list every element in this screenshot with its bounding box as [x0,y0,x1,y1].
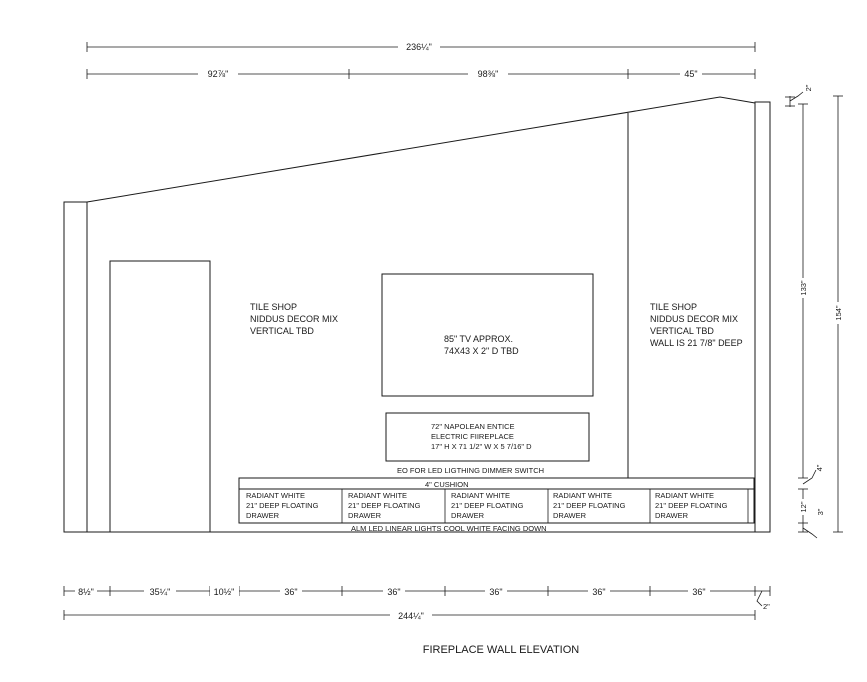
dim-top-cap: 2" [804,84,813,92]
svg-text:VERTICAL TBD: VERTICAL TBD [650,326,714,336]
dim-bottom-seg-6: 36" [489,587,503,597]
dim-bottom-seg-7: 36" [592,587,606,597]
svg-text:DRAWER: DRAWER [451,511,485,520]
fireplace-box [386,413,589,461]
svg-text:DRAWER: DRAWER [553,511,587,520]
svg-text:TILE SHOP: TILE SHOP [650,302,698,312]
dim-cushion-gap: 4" [815,464,824,472]
dim-bottom-seg-1: 8½" [78,587,94,597]
dim-bottom-seg-8: 36" [692,587,706,597]
tile-note-left [250,302,338,336]
dim-bottom-end-cap: 2" [763,602,770,611]
svg-text:72" NAPOLEAN ENTICE: 72" NAPOLEAN ENTICE [431,422,515,431]
tv-box [382,274,593,396]
dim-wall-height: 133" [799,280,808,296]
dim-bottom-seg-3: 10½" [213,587,235,597]
dim-base-gap: 3" [816,508,825,516]
svg-text:21" DEEP FLOATING: 21" DEEP FLOATING [553,501,626,510]
cushion-label: 4" CUSHION [425,480,469,489]
dim-overall-top: 236¼" [406,42,432,52]
drawing-title: FIREPLACE WALL ELEVATION [422,644,580,656]
svg-text:85" TV APPROX.: 85" TV APPROX. [444,334,514,344]
dim-seg-middle: 98⅜" [477,69,499,79]
dim-bottom-seg-4: 36" [284,587,298,597]
svg-text:WALL IS 21 7/8" DEEP: WALL IS 21 7/8" DEEP [650,338,743,348]
dim-seg-left: 92⅞" [207,69,229,79]
door [110,261,210,532]
svg-text:NIDDUS DECOR MIX: NIDDUS DECOR MIX [250,314,339,324]
dim-total-height: 154" [834,305,843,321]
right-dimensions [785,84,844,538]
svg-text:RADIANT WHITE: RADIANT WHITE [348,491,408,500]
svg-text:DRAWER: DRAWER [348,511,382,520]
svg-text:RADIANT WHITE: RADIANT WHITE [451,491,511,500]
top-dimensions [87,41,755,80]
svg-text:17" H X 71 1/2" W X 5 7/16" D: 17" H X 71 1/2" W X 5 7/16" D [431,442,532,451]
eo-note: EO FOR LED LIGTHING DIMMER SWITCH [397,466,545,475]
svg-text:21" DEEP FLOATING: 21" DEEP FLOATING [655,501,728,510]
drawer-unit [239,478,754,523]
svg-text:RADIANT WHITE: RADIANT WHITE [553,491,613,500]
svg-text:NIDDUS DECOR MIX: NIDDUS DECOR MIX [650,314,739,324]
svg-text:TILE SHOP: TILE SHOP [250,302,298,312]
tile-note-right [650,302,743,348]
svg-text:DRAWER: DRAWER [655,511,689,520]
svg-text:21" DEEP FLOATING: 21" DEEP FLOATING [246,501,319,510]
svg-text:21" DEEP FLOATING: 21" DEEP FLOATING [451,501,524,510]
svg-text:74X43 X 2" D TBD: 74X43 X 2" D TBD [444,346,519,356]
dim-bottom-seg-2: 35¼" [149,587,171,597]
bottom-dimensions [64,585,770,621]
svg-text:ELECTRIC FIIREPLACE: ELECTRIC FIIREPLACE [431,432,514,441]
dim-seg-right: 45" [684,69,698,79]
alm-note: ALM LED LINEAR LIGHTS COOL WHITE FACING DOWN [351,524,547,533]
dim-bottom-seg-5: 36" [387,587,401,597]
svg-text:RADIANT WHITE: RADIANT WHITE [655,491,715,500]
dim-bottom-overall: 244¼" [398,611,424,621]
svg-text:VERTICAL TBD: VERTICAL TBD [250,326,314,336]
svg-text:DRAWER: DRAWER [246,511,280,520]
svg-text:RADIANT WHITE: RADIANT WHITE [246,491,306,500]
svg-text:21" DEEP FLOATING: 21" DEEP FLOATING [348,501,421,510]
dim-drawer-height: 12" [799,501,808,513]
